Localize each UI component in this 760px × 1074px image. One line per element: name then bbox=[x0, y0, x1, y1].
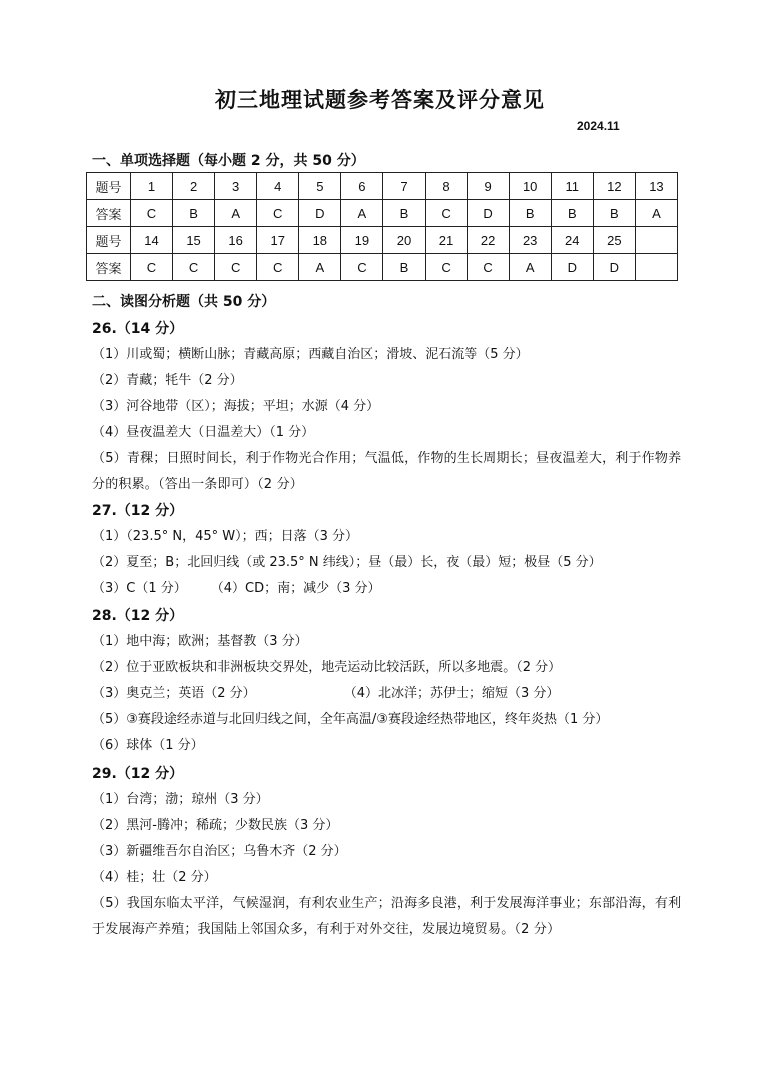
table-cell: 16 bbox=[215, 227, 257, 254]
table-cell: A bbox=[341, 200, 383, 227]
table-cell: 20 bbox=[383, 227, 425, 254]
table-cell: A bbox=[299, 254, 341, 281]
section2-heading: 二、读图分析题（共 50 分） bbox=[92, 294, 276, 310]
row-label: 答案 bbox=[87, 200, 131, 227]
table-cell: 23 bbox=[509, 227, 551, 254]
answer-line: （2）黑河-腾冲；稀疏；少数民族（3 分） bbox=[92, 818, 339, 833]
question-29 bbox=[92, 761, 682, 943]
answer-line: （3）新疆维吾尔自治区；乌鲁木齐（2 分） bbox=[92, 844, 347, 859]
table-cell: 13 bbox=[635, 173, 677, 200]
table-cell bbox=[635, 227, 677, 254]
answer-line: （2）夏至；B；北回归线（或 23.5° N 纬线）；昼（最）长，夜（最）短；极昼（5 分） bbox=[92, 555, 602, 570]
table-cell: 2 bbox=[173, 173, 215, 200]
table-cell: 17 bbox=[257, 227, 299, 254]
answer-line: （1）川或蜀；横断山脉；青藏高原；西藏自治区；滑坡、泥石流等（5 分） bbox=[92, 347, 529, 362]
table-cell: D bbox=[299, 200, 341, 227]
answer-part: （3）奥克兰；英语（2 分） bbox=[92, 686, 256, 701]
table-cell: A bbox=[509, 254, 551, 281]
answer-part: （4）北冰洋；苏伊士；缩短（3 分） bbox=[343, 686, 560, 701]
answer-line bbox=[92, 576, 682, 602]
question-29-header: 29.（12 分） bbox=[92, 766, 184, 782]
table-cell: 3 bbox=[215, 173, 257, 200]
table-cell: C bbox=[257, 200, 299, 227]
question-28-header: 28.（12 分） bbox=[92, 608, 184, 624]
answer-line: （1）地中海；欧洲；基督教（3 分） bbox=[92, 634, 308, 649]
page-title: 初三地理试题参考答案及评分意见 bbox=[215, 87, 545, 112]
table-cell: 11 bbox=[551, 173, 593, 200]
answer-line: （4）桂；壮（2 分） bbox=[92, 870, 217, 885]
table-cell: 22 bbox=[467, 227, 509, 254]
question-28 bbox=[92, 603, 682, 759]
table-cell: D bbox=[593, 254, 635, 281]
answer-line: （5）我国东临太平洋，气候湿润，有利农业生产；沿海多良港，利于发展海洋事业；东部沿海，有利于发展海产养殖；我国陆上邻国众多，有利于对外交往，发展边境贸易。（2 分） bbox=[92, 896, 682, 937]
table-cell: 8 bbox=[425, 173, 467, 200]
table-row bbox=[87, 227, 678, 254]
table-cell: 24 bbox=[551, 227, 593, 254]
table-cell: 5 bbox=[299, 173, 341, 200]
table-cell: 15 bbox=[173, 227, 215, 254]
answer-line: （5）③赛段途经赤道与北回归线之间，全年高温/③赛段途经热带地区，终年炎热（1 分） bbox=[92, 712, 609, 727]
table-cell: 4 bbox=[257, 173, 299, 200]
table-row bbox=[87, 200, 678, 227]
answer-line: （1）（23.5° N，45° W）；西；日落（3 分） bbox=[92, 529, 359, 544]
table-cell: C bbox=[130, 200, 172, 227]
row-label: 答案 bbox=[87, 254, 131, 281]
table-cell: B bbox=[383, 200, 425, 227]
date-label: 2024.11 bbox=[577, 119, 620, 133]
answer-line: （2）青藏；牦牛（2 分） bbox=[92, 373, 243, 388]
question-26-header: 26.（14 分） bbox=[92, 321, 184, 337]
row-label: 题号 bbox=[87, 227, 131, 254]
table-cell: C bbox=[341, 254, 383, 281]
table-cell: C bbox=[130, 254, 172, 281]
table-cell: B bbox=[173, 200, 215, 227]
question-26 bbox=[92, 316, 682, 498]
table-cell: 7 bbox=[383, 173, 425, 200]
question-27-header: 27.（12 分） bbox=[92, 503, 184, 519]
answer-line: （2）位于亚欧板块和非洲板块交界处，地壳运动比较活跃，所以多地震。（2 分） bbox=[92, 660, 562, 675]
table-cell: 6 bbox=[341, 173, 383, 200]
answer-line: （6）球体（1 分） bbox=[92, 738, 204, 753]
section1-heading: 一、单项选择题（每小题 2 分，共 50 分） bbox=[92, 153, 365, 169]
table-cell: 18 bbox=[299, 227, 341, 254]
table-cell: B bbox=[551, 200, 593, 227]
answer-line: （3）河谷地带（区）；海拔；平坦；水源（4 分） bbox=[92, 399, 380, 414]
answer-part: （4）CD；南；减少（3 分） bbox=[210, 581, 381, 596]
table-cell: C bbox=[425, 200, 467, 227]
table-cell: C bbox=[215, 254, 257, 281]
answer-line: （5）青稞；日照时间长，利于作物光合作用；气温低，作物的生长周期长；昼夜温差大，利于作物养分的积累。（答出一条即可）（2 分） bbox=[92, 451, 682, 492]
table-cell: 9 bbox=[467, 173, 509, 200]
table-cell bbox=[635, 254, 677, 281]
table-cell: B bbox=[509, 200, 551, 227]
table-cell: A bbox=[215, 200, 257, 227]
table-row bbox=[87, 254, 678, 281]
table-cell: C bbox=[173, 254, 215, 281]
table-cell: C bbox=[425, 254, 467, 281]
answer-line: （4）昼夜温差大（日温差大）（1 分） bbox=[92, 425, 315, 440]
table-cell: C bbox=[257, 254, 299, 281]
table-cell: 1 bbox=[130, 173, 172, 200]
table-cell: C bbox=[467, 254, 509, 281]
answer-line: （1）台湾；渤；琼州（3 分） bbox=[92, 792, 269, 807]
row-label: 题号 bbox=[87, 173, 131, 200]
table-cell: A bbox=[635, 200, 677, 227]
table-cell: D bbox=[551, 254, 593, 281]
answer-part: （3）C（1 分） bbox=[92, 581, 187, 596]
table-cell: 21 bbox=[425, 227, 467, 254]
table-cell: 12 bbox=[593, 173, 635, 200]
table-cell: B bbox=[593, 200, 635, 227]
table-cell: 14 bbox=[130, 227, 172, 254]
table-cell: 25 bbox=[593, 227, 635, 254]
table-cell: D bbox=[467, 200, 509, 227]
answer-line bbox=[92, 681, 682, 707]
answer-table bbox=[86, 172, 678, 281]
question-27 bbox=[92, 498, 682, 602]
table-cell: 19 bbox=[341, 227, 383, 254]
table-cell: 10 bbox=[509, 173, 551, 200]
table-cell: B bbox=[383, 254, 425, 281]
table-row bbox=[87, 173, 678, 200]
